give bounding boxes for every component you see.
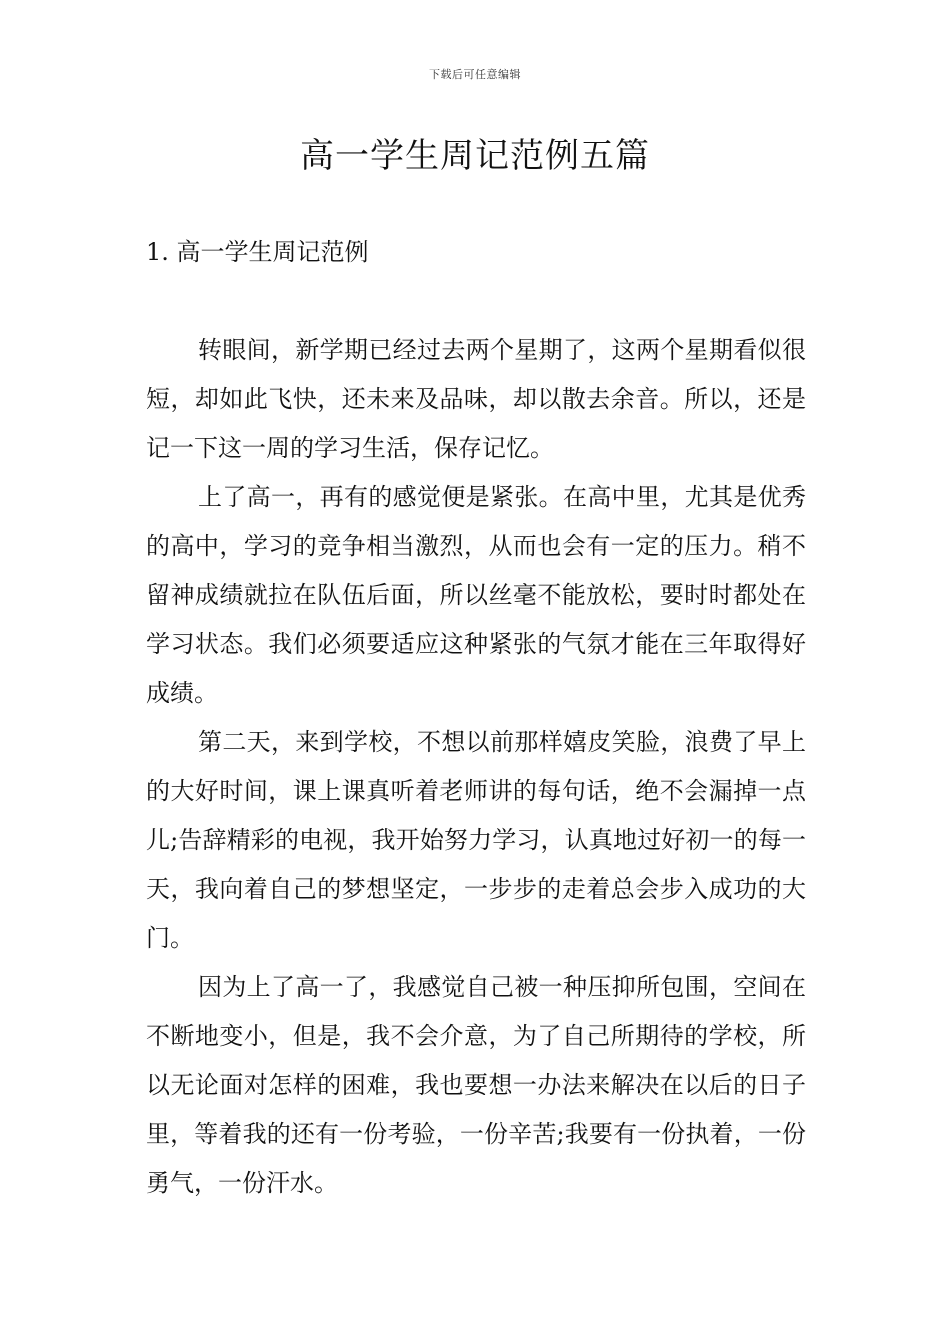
paragraph-2: 上了高一，再有的感觉便是紧张。在高中里，尤其是优秀的高中，学习的竞争相当激烈，从而也会有一定的压力。稍不留神成绩就拉在队伍后面，所以丝毫不能放松，要时时都处在学习状态。我们必须要适应这种紧张的气氛才能在三年取得好成绩。 — [146, 483, 806, 707]
section-heading: 1. 高一学生周记范例 — [146, 238, 369, 266]
paragraph-4: 因为上了高一了，我感觉自己被一种压抑所包围，空间在不断地变小，但是，我不会介意，为了自己所期待的学校，所以无论面对怎样的困难，我也要想一办法来解决在以后的日子里，等着我的还有一份考验，一份辛苦;我要有一份执着，一份勇气，一份汗水。 — [146, 973, 806, 1197]
header-note: 下载后可任意编辑 — [429, 68, 521, 81]
paragraph-3: 第二天，来到学校，不想以前那样嬉皮笑脸，浪费了早上的大好时间，课上课真听着老师讲的每句话，绝不会漏掉一点儿;告辞精彩的电视，我开始努力学习，认真地过好初一的每一天，我向着自己的梦想坚定，一步步的走着总会步入成功的大门。 — [146, 728, 806, 952]
body-text — [146, 326, 806, 1208]
paragraph-1: 转眼间，新学期已经过去两个星期了，这两个星期看似很短，却如此飞快，还未来及品味，却以散去余音。所以，还是记一下这一周的学习生活，保存记忆。 — [146, 336, 806, 462]
document-title: 高一学生周记范例五篇 — [300, 136, 650, 176]
